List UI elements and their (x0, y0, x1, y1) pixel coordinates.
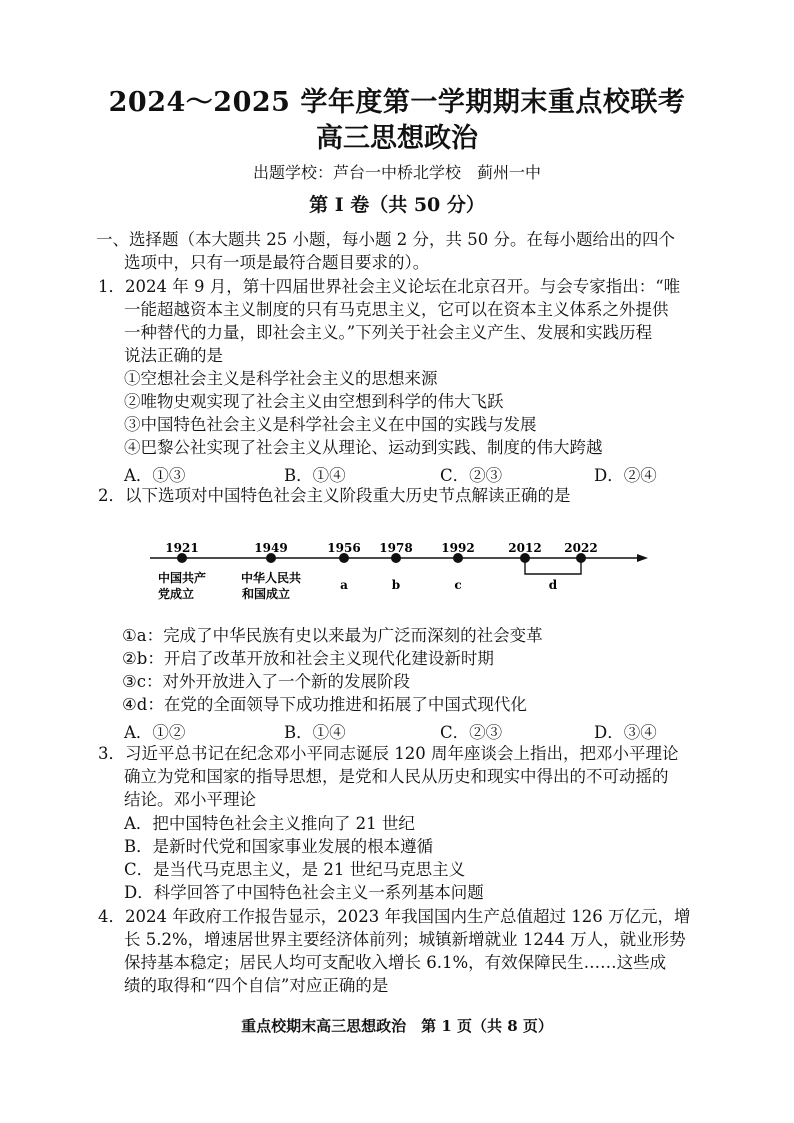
q3-stem-line: 确立为党和国家的指导思想，是党和人民从历史和现实中得出的不可动摇的 (124, 767, 669, 786)
q2-stem: 2．以下选项对中国特色社会主义阶段重大历史节点解读正确的是 (98, 486, 571, 505)
q2-item: ④d：在党的全面领导下成功推进和拓展了中国式现代化 (122, 695, 527, 714)
q1-stem-line: 一能超越资本主义制度的只有马克思主义，它可以在资本主义体系之外提供 (124, 300, 669, 319)
history-timeline (140, 530, 660, 610)
event-label: 中华人民共 (240, 571, 302, 585)
q2-option-c[interactable]: C．②③ (440, 723, 503, 742)
q2-option-d[interactable]: D．③④ (594, 723, 657, 742)
q3-stem-line: 3．习近平总书记在纪念邓小平同志诞辰 120 周年座谈会上指出，把邓小平理论 (98, 744, 679, 763)
year-label: 1992 (441, 541, 475, 555)
q1-option-b[interactable]: B．①④ (284, 466, 346, 485)
q4-stem-line: 4．2024 年政府工作报告显示，2023 年我国国内生产总值超过 126 万亿元，增 (98, 907, 691, 926)
year-label: 2022 (564, 541, 598, 555)
school-line: 出题学校：芦台一中桥北学校 蓟州一中 (252, 163, 541, 182)
section-instruction-1: 一、选择题（本大题共 25 小题，每小题 2 分，共 50 分。在每小题给出的四个 (96, 230, 675, 249)
q1-option-a[interactable]: A．①③ (124, 466, 186, 485)
event-label: 党成立 (157, 587, 195, 601)
page-footer: 重点校期末高三思想政治 第 1 页（共 8 页） (241, 1017, 553, 1035)
q2-item: ③c：对外开放进入了一个新的发展阶段 (122, 672, 411, 691)
year-label: 1949 (254, 541, 288, 555)
q1-stem-line: 1．2024 年 9 月，第十四届世界社会主义论坛在北京召开。与会专家指出：“唯 (98, 277, 681, 296)
year-label: 1921 (165, 541, 199, 555)
year-label: 2012 (508, 541, 542, 555)
q2-option-a[interactable]: A．①② (124, 723, 186, 742)
q4-stem-line: 绩的取得和“四个自信”对应正确的是 (124, 976, 389, 995)
event-label: 和国成立 (241, 587, 291, 601)
year-label: 1956 (327, 541, 361, 555)
q1-item: ③中国特色社会主义是科学社会主义在中国的实践与发展 (124, 415, 537, 434)
bracket-d (525, 558, 581, 574)
q4-stem-line: 长 5.2%，增速居世界主要经济体前列；城镇新增就业 1244 万人，就业形势 (124, 930, 686, 949)
q2-item: ②b：开启了改革开放和社会主义现代化建设新时期 (122, 649, 494, 668)
q2-option-b[interactable]: B．①④ (284, 723, 346, 742)
volume-heading: 第 Ⅰ 卷（共 50 分） (309, 194, 485, 216)
section-instruction-2: 选项中，只有一项是最符合题目要求的）。 (124, 253, 430, 272)
q2-item: ①a：完成了中华民族有史以来最为广泛而深刻的社会变革 (122, 626, 543, 645)
event-label-a: a (340, 578, 348, 592)
q4-stem-line: 保持基本稳定；居民人均可支配收入增长 6.1%，有效保障民生……这些成 (124, 953, 667, 972)
q3-option-b[interactable]: B．是新时代党和国家事业发展的根本遵循 (124, 837, 434, 856)
q1-stem-line: 说法正确的是 (124, 346, 223, 365)
q3-option-c[interactable]: C．是当代马克思主义，是 21 世纪马克思主义 (124, 860, 466, 879)
q1-item: ①空想社会主义是科学社会主义的思想来源 (124, 369, 438, 388)
year-label: 1978 (379, 541, 413, 555)
q1-option-c[interactable]: C．②③ (440, 466, 503, 485)
q3-option-a[interactable]: A．把中国特色社会主义推向了 21 世纪 (124, 814, 415, 833)
event-label-c: c (454, 578, 462, 592)
q1-item: ②唯物史观实现了社会主义由空想到科学的伟大飞跃 (124, 392, 504, 411)
event-label-d: d (548, 578, 558, 592)
event-label-b: b (391, 578, 401, 592)
q1-stem-line: 一种替代的力量，即社会主义。”下列关于社会主义产生、发展和实践历程 (124, 323, 653, 342)
q1-item: ④巴黎公社实现了社会主义从理论、运动到实践、制度的伟大跨越 (124, 438, 603, 457)
q1-option-d[interactable]: D．②④ (594, 466, 657, 485)
event-label: 中国共产 (157, 571, 207, 585)
q3-option-d[interactable]: D．科学回答了中国特色社会主义一系列基本问题 (124, 883, 484, 902)
timeline-arrow-icon (637, 554, 648, 562)
exam-title: 2024～2025 学年度第一学期期末重点校联考 (108, 87, 686, 118)
subject-title: 高三思想政治 (316, 123, 478, 154)
q3-stem-line: 结论。邓小平理论 (124, 790, 256, 809)
